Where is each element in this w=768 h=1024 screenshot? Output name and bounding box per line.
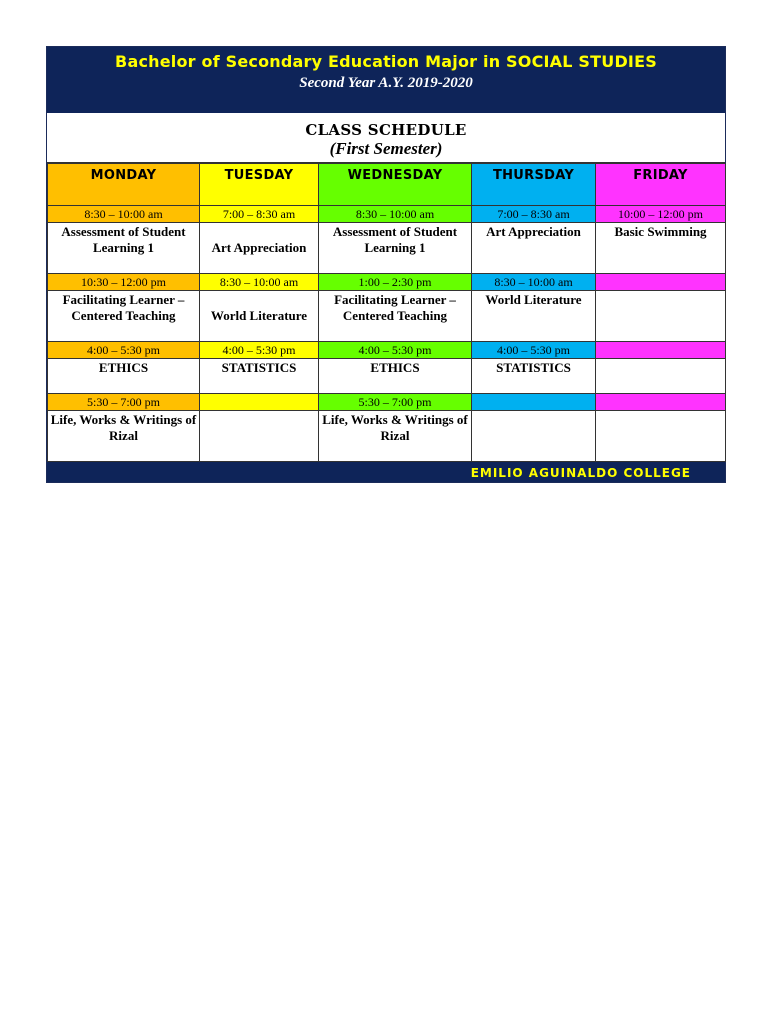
subject-cell [596,291,726,342]
time-cell: 4:00 – 5:30 pm [200,342,319,359]
day-wednesday: WEDNESDAY [319,164,472,206]
subject-cell: Assessment of Student Learning 1 [319,223,472,274]
time-row [48,206,726,223]
subject-cell: World Literature [472,291,596,342]
time-row [48,342,726,359]
time-cell [472,394,596,411]
subject-cell: Life, Works & Writings of Rizal [319,411,472,462]
academic-year: Second Year A.Y. 2019-2020 [299,75,473,91]
subject-cell: Facilitating Learner – Centered Teaching [48,291,200,342]
footer-banner [47,462,725,482]
time-cell: 8:30 – 10:00 am [472,274,596,291]
time-cell [200,394,319,411]
semester-label: (First Semester) [329,139,443,158]
subject-cell: World Literature [200,291,319,342]
subject-cell: Basic Swimming [596,223,726,274]
time-cell: 4:00 – 5:30 pm [319,342,472,359]
subject-cell: STATISTICS [200,359,319,394]
subject-row [48,291,726,342]
subject-cell [596,359,726,394]
time-cell: 7:00 – 8:30 am [472,206,596,223]
college-name: EMILIO AGUINALDO COLLEGE [470,466,691,480]
subject-cell: ETHICS [48,359,200,394]
time-cell: 8:30 – 10:00 am [319,206,472,223]
day-friday: FRIDAY [596,164,726,206]
time-cell [596,274,726,291]
time-cell: 4:00 – 5:30 pm [472,342,596,359]
subject-cell: Art Appreciation [472,223,596,274]
time-cell: 4:00 – 5:30 pm [48,342,200,359]
subject-cell: Life, Works & Writings of Rizal [48,411,200,462]
schedule-table [47,163,726,462]
subject-cell: ETHICS [319,359,472,394]
time-cell: 8:30 – 10:00 am [200,274,319,291]
time-cell: 5:30 – 7:00 pm [319,394,472,411]
time-cell: 1:00 – 2:30 pm [319,274,472,291]
schedule-title: CLASS SCHEDULE [305,121,467,139]
subject-cell [596,411,726,462]
time-cell: 7:00 – 8:30 am [200,206,319,223]
time-cell: 8:30 – 10:00 am [48,206,200,223]
subject-row [48,223,726,274]
day-tuesday: TUESDAY [200,164,319,206]
subject-cell: Assessment of Student Learning 1 [48,223,200,274]
subject-cell: STATISTICS [472,359,596,394]
time-row [48,274,726,291]
schedule-title-block [47,113,725,163]
time-cell: 5:30 – 7:00 pm [48,394,200,411]
time-cell [596,342,726,359]
header-banner [47,47,725,113]
subject-row [48,359,726,394]
time-cell: 10:00 – 12:00 pm [596,206,726,223]
subject-row [48,411,726,462]
subject-cell [200,411,319,462]
time-cell: 10:30 – 12:00 pm [48,274,200,291]
subject-cell [472,411,596,462]
subject-cell: Facilitating Learner – Centered Teaching [319,291,472,342]
subject-cell: Art Appreciation [200,223,319,274]
day-header-row [48,164,726,206]
time-cell [596,394,726,411]
schedule-sheet [46,46,726,483]
program-title: Bachelor of Secondary Education Major in SOCIAL STUDIES [115,52,657,71]
day-monday: MONDAY [48,164,200,206]
time-row [48,394,726,411]
day-thursday: THURSDAY [472,164,596,206]
